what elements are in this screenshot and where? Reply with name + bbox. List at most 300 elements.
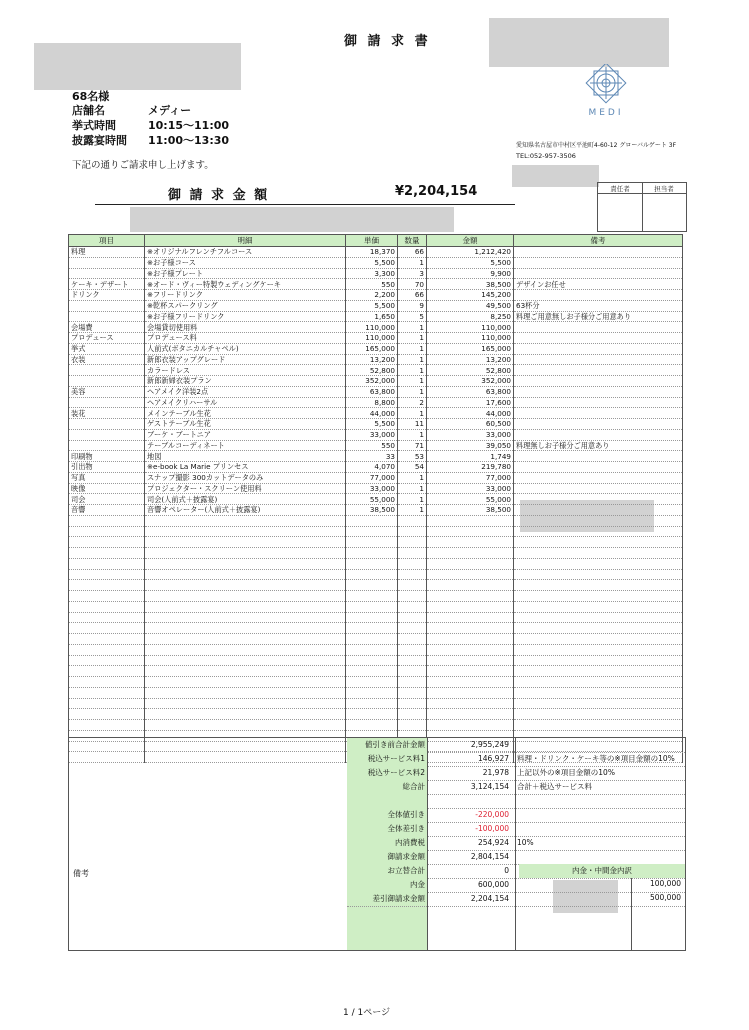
table-cell (398, 558, 427, 569)
table-cell (145, 687, 346, 698)
table-cell (346, 644, 398, 655)
table-cell (427, 623, 514, 634)
table-cell: 2,200 (346, 290, 398, 301)
table-cell (514, 505, 683, 516)
table-cell (346, 698, 398, 709)
table-cell (145, 623, 346, 634)
table-cell: ヘアメイクリハーサル (145, 397, 346, 408)
table-cell: 映像 (69, 483, 145, 494)
line-items-table (68, 234, 683, 763)
table-row (69, 558, 683, 569)
table-cell (145, 634, 346, 645)
summary-value: -100,000 (475, 824, 509, 833)
table-cell (398, 644, 427, 655)
summary-row (347, 766, 685, 781)
table-cell (427, 580, 514, 591)
table-cell (69, 548, 145, 559)
table-cell: 1,650 (346, 311, 398, 322)
table-cell: ※オード・ヴィー特製ウェディングケーキ (145, 279, 346, 290)
table-cell: プロデュース料 (145, 333, 346, 344)
table-cell: ※e-book La Marie プリンセス (145, 462, 346, 473)
table-row (69, 526, 683, 537)
table-cell (514, 365, 683, 376)
table-row (69, 601, 683, 612)
table-cell (346, 569, 398, 580)
table-cell (514, 257, 683, 268)
table-cell (69, 429, 145, 440)
table-cell (69, 397, 145, 408)
logo-text: MEDI (588, 108, 624, 118)
table-cell (69, 634, 145, 645)
table-cell: 司会(人前式＋披露宴) (145, 494, 346, 505)
table-cell: 1 (398, 343, 427, 354)
table-row (69, 354, 683, 365)
table-cell: 70 (398, 279, 427, 290)
stamp-box (597, 182, 687, 232)
table-cell (514, 558, 683, 569)
table-cell: 352,000 (427, 376, 514, 387)
ceremony-value: 10:15～11:00 (148, 119, 230, 132)
table-cell (69, 698, 145, 709)
table-cell: 1 (398, 483, 427, 494)
table-cell: 66 (398, 290, 427, 301)
table-cell (398, 548, 427, 559)
table-cell: ケーキ・デザート (69, 279, 145, 290)
redacted-block (489, 18, 669, 67)
table-cell (69, 558, 145, 569)
summary-value: 21,978 (482, 768, 509, 777)
table-cell: 料理無しお子様分ご用意あり (514, 440, 683, 451)
table-row (69, 279, 683, 290)
table-cell: 110,000 (427, 322, 514, 333)
table-cell: 1 (398, 408, 427, 419)
summary-row (347, 738, 685, 753)
table-cell: 33 (346, 451, 398, 462)
table-cell (346, 548, 398, 559)
table-cell (398, 580, 427, 591)
table-cell: ヘアメイク洋装2点 (145, 386, 346, 397)
table-cell (514, 537, 683, 548)
redacted-block (130, 207, 454, 232)
amount-value: ¥2,204,154 (395, 184, 478, 199)
reception-label: 披露宴時間 (72, 134, 127, 147)
table-cell (514, 333, 683, 344)
table-row (69, 580, 683, 591)
table-cell (69, 591, 145, 602)
table-cell (145, 515, 346, 526)
table-cell: 63,800 (346, 386, 398, 397)
table-cell: 38,500 (346, 505, 398, 516)
table-cell (427, 655, 514, 666)
table-cell: 装花 (69, 408, 145, 419)
table-cell (69, 311, 145, 322)
table-cell: 60,500 (427, 419, 514, 430)
table-cell (514, 580, 683, 591)
table-row (69, 591, 683, 602)
summary-label: 税込サービス料2 (347, 766, 427, 780)
table-row (69, 322, 683, 333)
table-cell (346, 537, 398, 548)
summary-label: 全体値引き (347, 808, 427, 822)
table-cell: 38,500 (427, 505, 514, 516)
table-cell: 1,749 (427, 451, 514, 462)
table-cell: 165,000 (346, 343, 398, 354)
table-cell: 219,780 (427, 462, 514, 473)
table-cell: スナップ撮影 300カットデータのみ (145, 472, 346, 483)
deposit-value-2: 500,000 (649, 893, 681, 902)
store-label: 店舗名 (72, 104, 105, 117)
table-cell: デザインお任せ (514, 279, 683, 290)
table-cell: カラードレス (145, 365, 346, 376)
table-cell (514, 569, 683, 580)
table-cell (398, 687, 427, 698)
table-cell (514, 698, 683, 709)
table-cell: ドリンク (69, 290, 145, 301)
summary-label: 御請求金額 (347, 850, 427, 864)
table-cell (514, 677, 683, 688)
table-row (69, 408, 683, 419)
summary-row (347, 752, 685, 767)
table-cell: 550 (346, 279, 398, 290)
table-cell: 1 (398, 376, 427, 387)
table-row (69, 548, 683, 559)
table-cell (427, 709, 514, 720)
table-cell: ※乾杯スパークリング (145, 300, 346, 311)
company-tel: TEL:052-957-3506 (516, 152, 576, 160)
table-row (69, 419, 683, 430)
column-header: 備考 (514, 235, 683, 247)
table-cell: 1 (398, 429, 427, 440)
table-cell (514, 709, 683, 720)
summary-value: 0 (504, 866, 509, 875)
table-cell (514, 655, 683, 666)
table-cell: 39,050 (427, 440, 514, 451)
table-cell (427, 644, 514, 655)
table-row (69, 365, 683, 376)
table-cell: 44,000 (346, 408, 398, 419)
table-cell (514, 247, 683, 258)
table-row (69, 483, 683, 494)
table-cell (69, 569, 145, 580)
table-cell: 49,500 (427, 300, 514, 311)
table-cell (145, 612, 346, 623)
table-cell: 料理 (69, 247, 145, 258)
table-cell (427, 687, 514, 698)
ceremony-label: 挙式時間 (72, 119, 116, 132)
table-cell: 印刷物 (69, 451, 145, 462)
table-cell: ※オリジナルフレンチフルコース (145, 247, 346, 258)
table-cell: 66 (398, 247, 427, 258)
summary-note: 料理・ドリンク・ケーキ等の※項目金額の10% (517, 754, 675, 763)
table-cell (346, 526, 398, 537)
table-row (69, 677, 683, 688)
table-row (69, 290, 683, 301)
table-row (69, 451, 683, 462)
table-cell (427, 677, 514, 688)
table-cell (145, 548, 346, 559)
table-cell: 1 (398, 333, 427, 344)
summary-row (347, 780, 685, 795)
summary-value: 600,000 (477, 880, 509, 889)
table-row (69, 644, 683, 655)
column-header: 項目 (69, 235, 145, 247)
table-cell (514, 462, 683, 473)
table-cell: 550 (346, 440, 398, 451)
table-cell (514, 687, 683, 698)
table-cell (145, 526, 346, 537)
summary-label: 総合計 (347, 780, 427, 794)
table-cell: ※お子様プレート (145, 268, 346, 279)
medi-logo (578, 64, 634, 120)
table-cell (398, 537, 427, 548)
table-row (69, 666, 683, 677)
table-cell (514, 397, 683, 408)
table-row (69, 247, 683, 258)
table-header-row (69, 235, 683, 247)
table-cell (69, 623, 145, 634)
table-cell: 1 (398, 386, 427, 397)
table-cell (346, 666, 398, 677)
table-row (69, 709, 683, 720)
table-cell (514, 408, 683, 419)
table-cell (346, 687, 398, 698)
table-row (69, 343, 683, 354)
table-row (69, 429, 683, 440)
table-cell: ゲストテーブル生花 (145, 419, 346, 430)
table-cell (69, 257, 145, 268)
table-cell (69, 709, 145, 720)
table-cell: 165,000 (427, 343, 514, 354)
table-cell (427, 612, 514, 623)
table-row (69, 494, 683, 505)
table-cell: 110,000 (346, 333, 398, 344)
table-cell (514, 612, 683, 623)
table-cell: 5,500 (346, 419, 398, 430)
table-cell (69, 365, 145, 376)
summary-label: 内金 (347, 878, 427, 892)
table-cell (514, 429, 683, 440)
table-cell: 8,250 (427, 311, 514, 322)
summary-note: 10% (517, 838, 534, 847)
document-title: 御 請 求 書 (344, 34, 431, 49)
table-cell: 写真 (69, 472, 145, 483)
table-cell (346, 623, 398, 634)
table-row (69, 569, 683, 580)
table-cell: 人前式(ボタニカルチャペル) (145, 343, 346, 354)
table-cell (69, 601, 145, 612)
summary-label: 税込サービス料1 (347, 752, 427, 766)
table-cell: 52,800 (427, 365, 514, 376)
table-cell: 新郎新婦衣装プラン (145, 376, 346, 387)
table-cell: プロジェクター・スクリーン使用料 (145, 483, 346, 494)
table-row (69, 268, 683, 279)
summary-row (347, 836, 685, 851)
table-cell (145, 591, 346, 602)
table-cell (346, 515, 398, 526)
table-cell (398, 634, 427, 645)
table-cell: 110,000 (346, 322, 398, 333)
table-cell (427, 698, 514, 709)
table-cell (69, 612, 145, 623)
table-cell (346, 655, 398, 666)
table-cell (346, 634, 398, 645)
responsible-label: 責任者 (610, 185, 630, 193)
table-cell: 52,800 (346, 365, 398, 376)
table-cell: 352,000 (346, 376, 398, 387)
table-row (69, 634, 683, 645)
table-row (69, 515, 683, 526)
table-cell (346, 720, 398, 731)
table-cell: 美容 (69, 386, 145, 397)
remarks-label: 備考 (73, 869, 89, 878)
table-cell: 5,500 (346, 257, 398, 268)
table-cell (398, 709, 427, 720)
summary-row (347, 822, 685, 837)
table-cell (145, 677, 346, 688)
table-row (69, 655, 683, 666)
table-cell: 33,000 (346, 483, 398, 494)
table-cell (398, 720, 427, 731)
deposit-header: 内金・中間金内訳 (519, 864, 685, 878)
table-cell: 3,300 (346, 268, 398, 279)
table-cell (69, 677, 145, 688)
table-cell: 1 (398, 322, 427, 333)
table-cell: 1 (398, 494, 427, 505)
table-row (69, 612, 683, 623)
table-cell (427, 558, 514, 569)
table-cell: 新郎衣装アップグレード (145, 354, 346, 365)
table-cell: 地図 (145, 451, 346, 462)
reception-value: 11:00～13:30 (148, 134, 230, 147)
summary-area (68, 737, 686, 951)
table-cell (69, 666, 145, 677)
table-cell (514, 515, 683, 526)
table-cell (427, 548, 514, 559)
table-cell: 1 (398, 354, 427, 365)
customer-count: 68名様 (72, 90, 110, 103)
table-cell (69, 526, 145, 537)
table-cell (145, 698, 346, 709)
summary-value: 254,924 (477, 838, 509, 847)
table-cell: ※お子様コース (145, 257, 346, 268)
table-cell (69, 537, 145, 548)
column-header: 単価 (346, 235, 398, 247)
notice-text: 下記の通りご請求申し上げます。 (72, 160, 214, 171)
deposit-value-1: 100,000 (649, 879, 681, 888)
table-row (69, 397, 683, 408)
table-cell (398, 601, 427, 612)
table-cell (69, 376, 145, 387)
table-cell: 17,600 (427, 397, 514, 408)
redacted-block (512, 165, 599, 187)
table-cell: ※お子様フリードリンク (145, 311, 346, 322)
table-cell (514, 720, 683, 731)
table-cell: 9,900 (427, 268, 514, 279)
page-number: 1 / 1ページ (343, 1008, 391, 1018)
table-cell (514, 634, 683, 645)
table-row (69, 333, 683, 344)
table-cell (427, 537, 514, 548)
table-cell: 38,500 (427, 279, 514, 290)
table-cell: 音響 (69, 505, 145, 516)
table-cell (398, 515, 427, 526)
table-cell: テーブルコーディネート (145, 440, 346, 451)
table-cell: ブーケ・ブートニア (145, 429, 346, 440)
table-cell: 1 (398, 505, 427, 516)
table-cell: 55,000 (427, 494, 514, 505)
table-cell: 挙式 (69, 343, 145, 354)
amount-label: 御 請 求 金 額 (168, 188, 270, 203)
table-cell (514, 343, 683, 354)
table-cell (514, 644, 683, 655)
table-cell (398, 612, 427, 623)
table-cell: 2 (398, 397, 427, 408)
summary-label: 内消費税 (347, 836, 427, 850)
table-cell (514, 386, 683, 397)
table-cell (145, 709, 346, 720)
table-cell (145, 537, 346, 548)
table-cell: 13,200 (427, 354, 514, 365)
table-row (69, 376, 683, 387)
table-cell: 引出物 (69, 462, 145, 473)
table-cell (427, 720, 514, 731)
table-cell: 1,212,420 (427, 247, 514, 258)
table-cell: 44,000 (427, 408, 514, 419)
table-row (69, 386, 683, 397)
table-cell: 会場費 (69, 322, 145, 333)
table-cell (145, 720, 346, 731)
table-cell (427, 526, 514, 537)
table-cell (398, 698, 427, 709)
table-cell (346, 580, 398, 591)
table-cell (398, 677, 427, 688)
table-cell (427, 515, 514, 526)
summary-label (347, 794, 427, 808)
table-row (69, 300, 683, 311)
table-cell: 3 (398, 268, 427, 279)
table-cell: 18,370 (346, 247, 398, 258)
table-cell (514, 526, 683, 537)
table-row (69, 311, 683, 322)
table-cell: 4,070 (346, 462, 398, 473)
summary-label: 値引き前合計金額 (347, 738, 427, 752)
table-cell (145, 655, 346, 666)
summary-value: 2,955,249 (470, 740, 509, 749)
table-cell: 音響オペレーター(人前式＋披露宴) (145, 505, 346, 516)
table-cell (514, 666, 683, 677)
table-cell (514, 623, 683, 634)
table-cell: 53 (398, 451, 427, 462)
table-row (69, 623, 683, 634)
table-row (69, 687, 683, 698)
summary-value: 2,204,154 (470, 894, 509, 903)
table-cell (514, 472, 683, 483)
table-cell: 13,200 (346, 354, 398, 365)
table-cell (398, 569, 427, 580)
table-cell (69, 268, 145, 279)
table-cell: 料理ご用意無しお子様分ご用意あり (514, 311, 683, 322)
table-cell (346, 558, 398, 569)
table-row (69, 698, 683, 709)
table-cell: 33,000 (427, 429, 514, 440)
table-cell (427, 569, 514, 580)
table-cell: 77,000 (427, 472, 514, 483)
summary-value: 146,927 (477, 754, 509, 763)
table-cell (69, 687, 145, 698)
table-cell (514, 601, 683, 612)
table-cell: 1 (398, 365, 427, 376)
table-cell (145, 558, 346, 569)
